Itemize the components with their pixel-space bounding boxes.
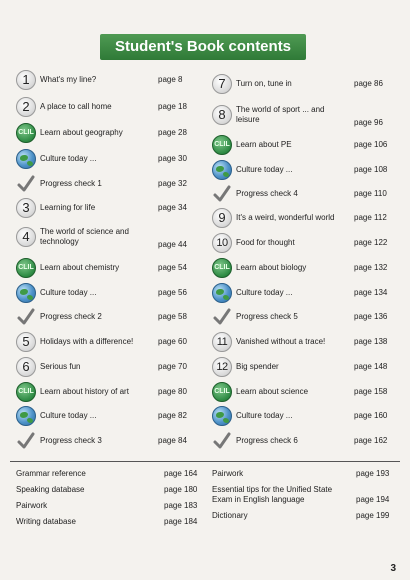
checkmark-icon	[212, 431, 232, 451]
contents-entry	[212, 281, 398, 305]
entry-title: Learn about history of art	[40, 387, 129, 396]
contents-entry	[212, 404, 398, 428]
globe-icon	[16, 406, 36, 426]
contents-entry	[212, 330, 398, 354]
entry-title: Progress check 2	[40, 312, 102, 321]
entry-title: The world of sport ... and leisure	[236, 105, 325, 124]
globe-icon	[212, 160, 232, 180]
entry-page: page 80	[158, 387, 187, 396]
contents-entry	[212, 429, 398, 453]
appendix-page: page 199	[356, 511, 390, 520]
contents-entry	[212, 355, 398, 379]
entry-title: Culture today ...	[236, 165, 293, 174]
entry-page: page 148	[354, 362, 388, 371]
entry-title: Culture today ...	[236, 411, 293, 420]
cross-curricular-icon: CLIL	[16, 258, 36, 278]
entry-title: Progress check 4	[236, 189, 298, 198]
checkmark-icon	[212, 184, 232, 204]
contents-entry	[16, 355, 202, 379]
entry-title: Progress check 3	[40, 436, 102, 445]
entry-page: page 56	[158, 288, 187, 297]
entry-title: Progress check 6	[236, 436, 298, 445]
globe-icon	[16, 283, 36, 303]
checkmark-icon	[16, 431, 36, 451]
appendix-title: Pairwork	[212, 469, 244, 478]
entry-page: page 70	[158, 362, 187, 371]
appendix-title: Pairwork	[16, 501, 48, 510]
contents-entry	[16, 147, 202, 171]
appendix-title: Grammar reference	[16, 469, 86, 478]
globe-icon	[16, 149, 36, 169]
entry-page: page 160	[354, 411, 388, 420]
entry-title: Culture today ...	[236, 288, 293, 297]
entry-page: page 60	[158, 337, 187, 346]
module-number-icon: 7	[212, 74, 232, 94]
entry-title: Culture today ...	[40, 154, 97, 163]
appendix-title: Speaking database	[16, 485, 85, 494]
entry-page: page 132	[354, 263, 388, 272]
entry-page: page 112	[354, 213, 387, 222]
entry-title: A place to call home	[40, 102, 112, 111]
appendix-title: Dictionary	[212, 511, 248, 520]
entry-page: page 134	[354, 288, 388, 297]
entry-title: Learn about PE	[236, 140, 292, 149]
contents-entry	[16, 281, 202, 305]
entry-page: page 122	[354, 238, 388, 247]
entry-page: page 32	[158, 179, 187, 188]
entry-title: Learning for life	[40, 203, 96, 212]
cross-curricular-icon: CLIL	[212, 135, 232, 155]
module-number-icon: 2	[16, 97, 36, 117]
entry-page: page 110	[354, 189, 387, 198]
section-divider	[10, 461, 400, 462]
contents-entry	[16, 404, 202, 428]
contents-entry	[212, 231, 398, 255]
module-number-icon: 4	[16, 227, 36, 247]
contents-entry	[16, 220, 202, 254]
contents-entry	[212, 133, 398, 157]
contents-entry	[16, 380, 202, 404]
entry-page: page 96	[354, 118, 383, 127]
appendix-page: page 183	[164, 501, 198, 510]
entry-title: Progress check 1	[40, 179, 102, 188]
entry-page: page 58	[158, 312, 187, 321]
entry-title: Culture today ...	[40, 411, 97, 420]
entry-page: page 106	[354, 140, 388, 149]
entry-page: page 44	[158, 240, 187, 249]
checkmark-icon	[212, 307, 232, 327]
entry-page: page 84	[158, 436, 187, 445]
checkmark-icon	[16, 307, 36, 327]
entry-title: Holidays with a difference!	[40, 337, 134, 346]
contents-entry	[212, 305, 398, 329]
contents-entry	[212, 206, 398, 230]
contents-entry	[16, 196, 202, 220]
cross-curricular-icon: CLIL	[16, 382, 36, 402]
contents-entry	[16, 95, 202, 119]
module-number-icon: 3	[16, 198, 36, 218]
entry-title: Vanished without a trace!	[236, 337, 326, 346]
page-title: Student's Book contents	[100, 34, 306, 60]
entry-page: page 162	[354, 436, 388, 445]
module-number-icon: 1	[16, 70, 36, 90]
entry-page: page 108	[354, 165, 388, 174]
appendix-page: page 194	[356, 495, 390, 504]
contents-entry	[212, 380, 398, 404]
module-number-icon: 8	[212, 105, 232, 125]
contents-entry	[16, 330, 202, 354]
cross-curricular-icon: CLIL	[212, 382, 232, 402]
entry-page: page 86	[354, 79, 383, 88]
entry-page: page 30	[158, 154, 187, 163]
entry-page: page 138	[354, 337, 388, 346]
entry-page: page 28	[158, 128, 187, 137]
entry-title: Learn about science	[236, 387, 309, 396]
entry-title: It's a weird, wonderful world	[236, 213, 335, 222]
appendix-title: Essential tips for the Unified State Exam in English language	[212, 485, 333, 504]
contents-entry	[212, 256, 398, 280]
entry-page: page 136	[354, 312, 388, 321]
appendix-page: page 184	[164, 517, 198, 526]
contents-entry	[16, 256, 202, 280]
appendix-page: page 164	[164, 469, 198, 478]
entry-title: Serious fun	[40, 362, 81, 371]
entry-page: page 34	[158, 203, 187, 212]
entry-title: Food for thought	[236, 238, 295, 247]
contents-entry	[212, 182, 398, 206]
entry-page: page 82	[158, 411, 187, 420]
appendix-page: page 180	[164, 485, 198, 494]
module-number-icon: 11	[212, 332, 232, 352]
contents-entry	[16, 172, 202, 196]
entry-title: Culture today ...	[40, 288, 97, 297]
entry-title: The world of science and technology	[40, 227, 129, 246]
globe-icon	[212, 283, 232, 303]
checkmark-icon	[16, 174, 36, 194]
module-number-icon: 12	[212, 357, 232, 377]
cross-curricular-icon: CLIL	[16, 123, 36, 143]
module-number-icon: 6	[16, 357, 36, 377]
entry-title: Learn about chemistry	[40, 263, 120, 272]
entry-title: What's my line?	[40, 75, 97, 84]
contents-entry	[16, 121, 202, 145]
module-number-icon: 5	[16, 332, 36, 352]
contents-entry	[212, 158, 398, 182]
cross-curricular-icon: CLIL	[212, 258, 232, 278]
entry-title: Learn about geography	[40, 128, 123, 137]
page-number: 3	[390, 563, 396, 574]
entry-title: Progress check 5	[236, 312, 298, 321]
module-number-icon: 10	[212, 233, 232, 253]
entry-title: Learn about biology	[236, 263, 307, 272]
contents-entry	[16, 68, 202, 92]
entry-title: Big spender	[236, 362, 279, 371]
appendix-title: Writing database	[16, 517, 76, 526]
entry-page: page 18	[158, 102, 187, 111]
entry-page: page 54	[158, 263, 187, 272]
module-number-icon: 9	[212, 208, 232, 228]
entry-title: Turn on, tune in	[236, 79, 292, 88]
contents-entry	[16, 305, 202, 329]
globe-icon	[212, 406, 232, 426]
appendix-page: page 193	[356, 469, 390, 478]
contents-entry	[16, 429, 202, 453]
contents-entry	[212, 72, 398, 96]
entry-page: page 8	[158, 75, 183, 84]
entry-page: page 158	[354, 387, 388, 396]
contents-entry	[212, 98, 398, 132]
